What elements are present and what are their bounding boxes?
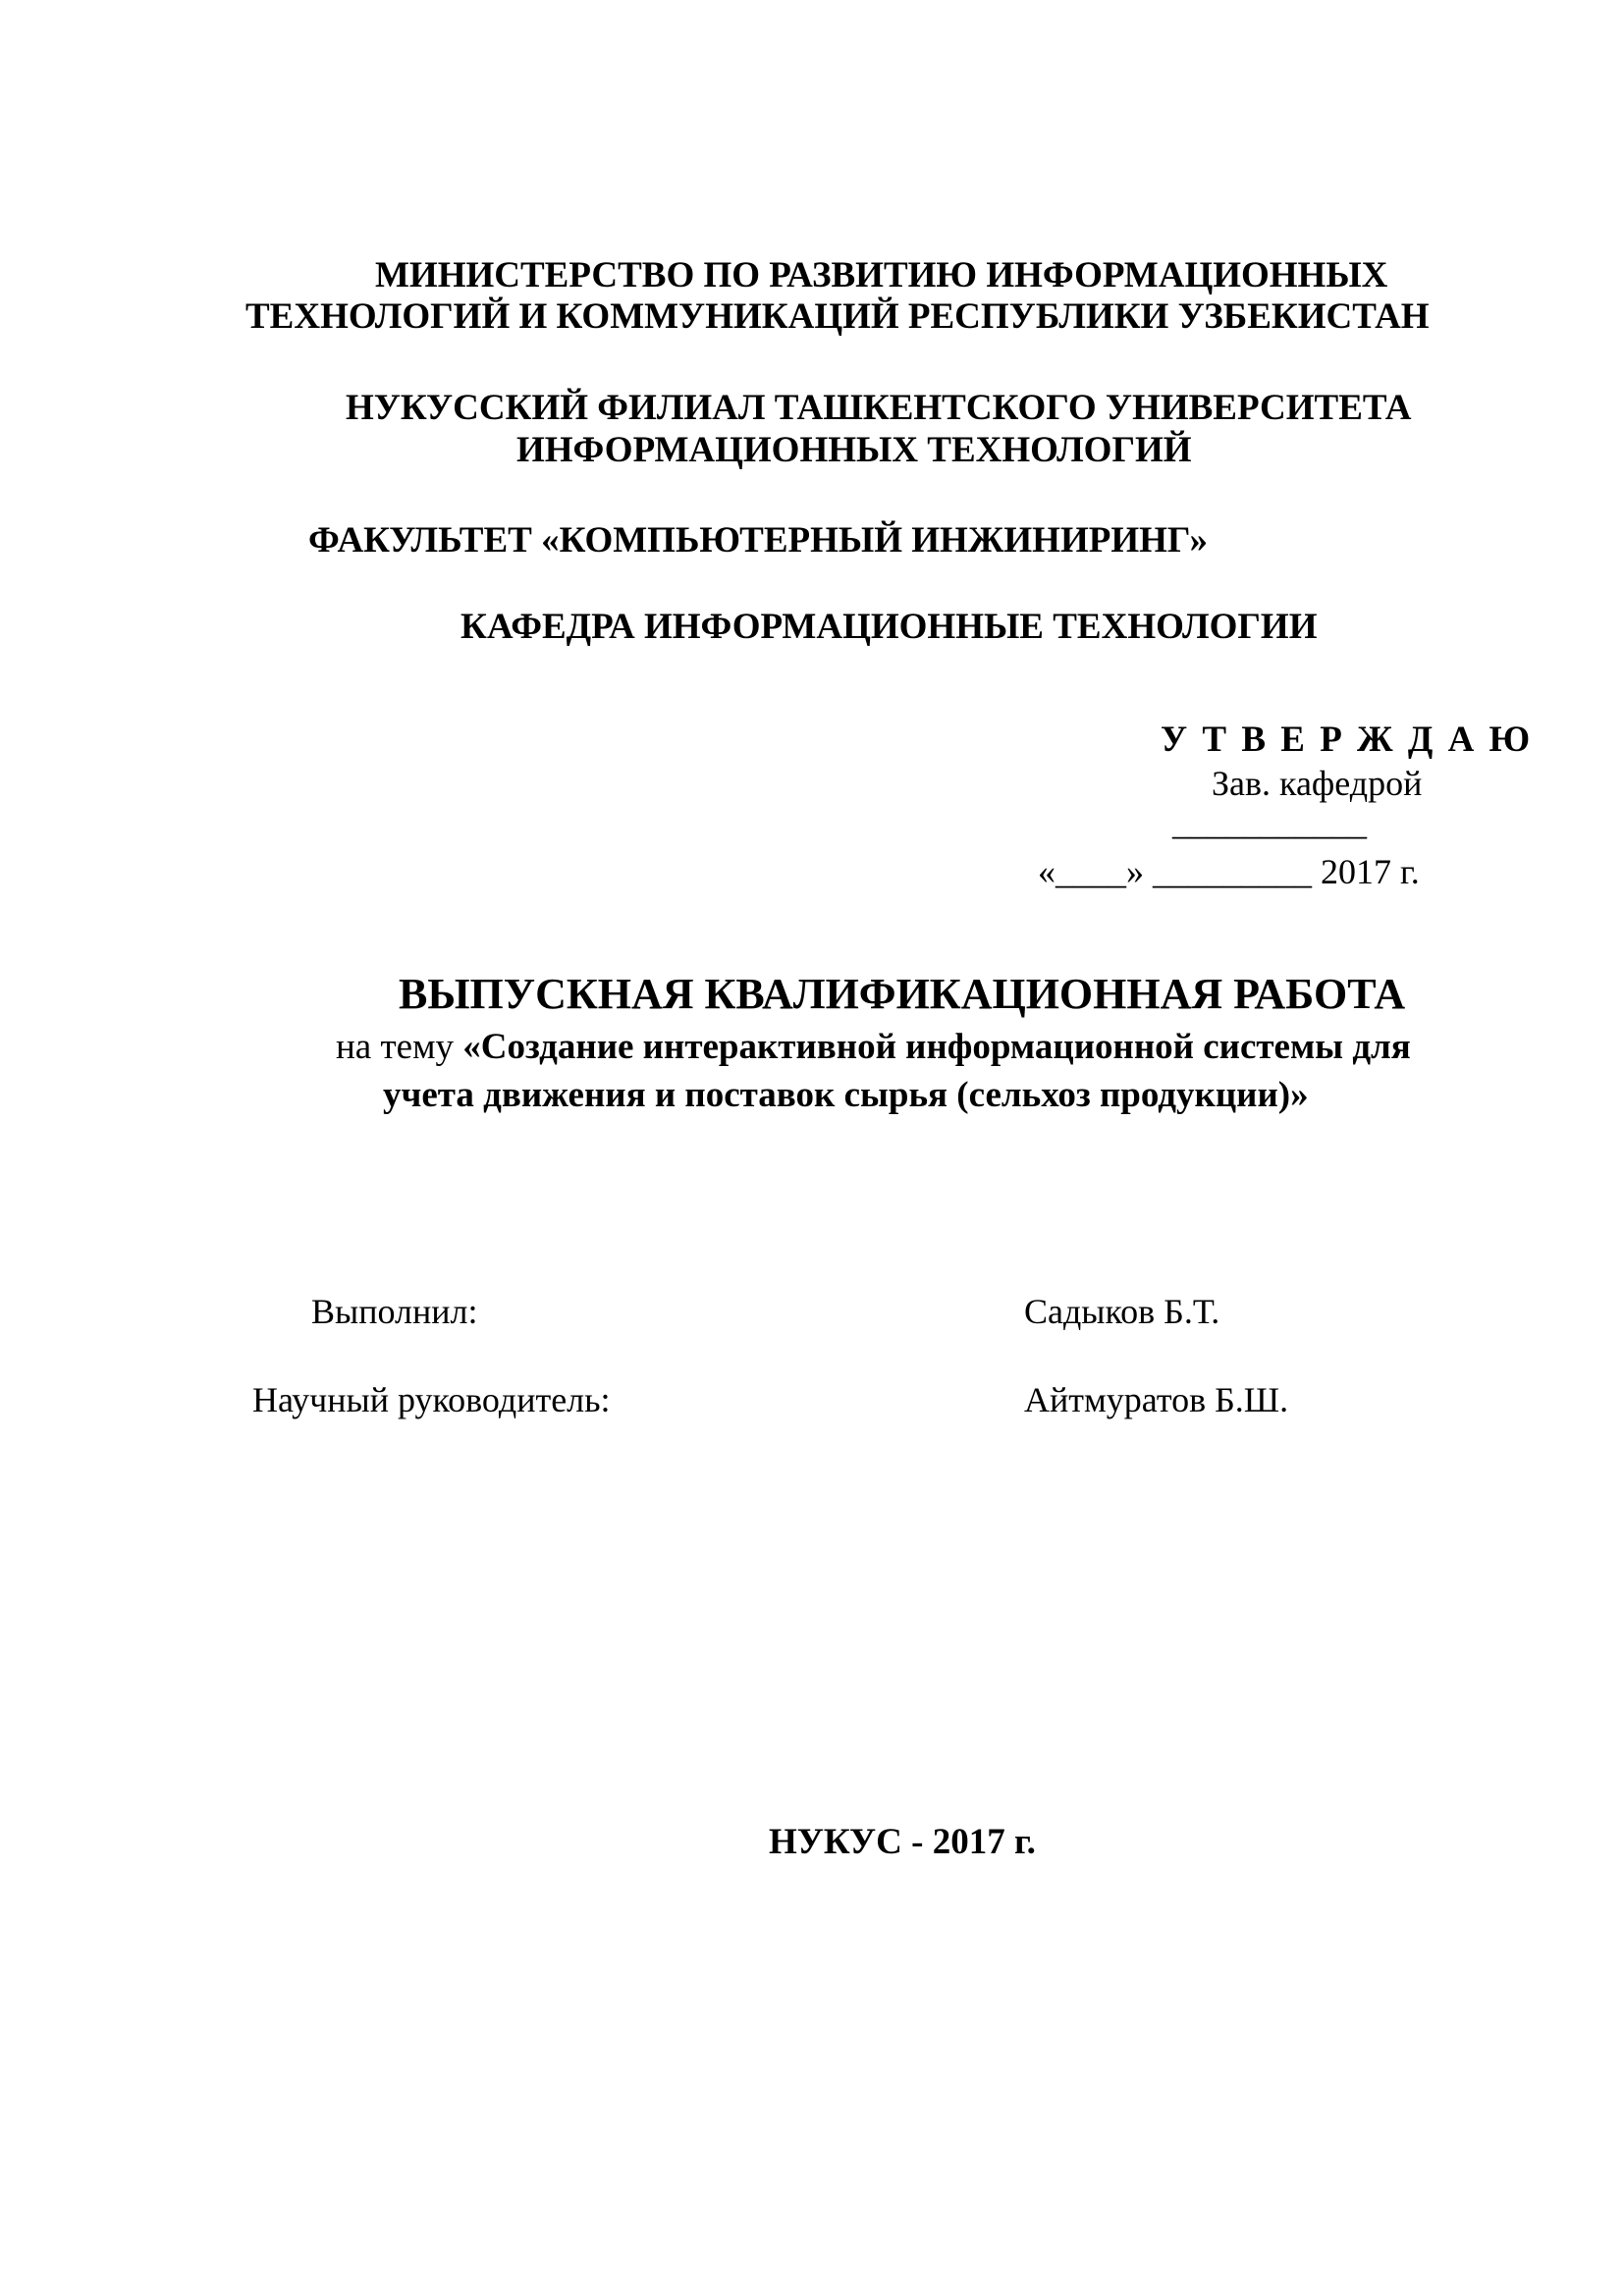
branch-title-line-1: НУКУССКИЙ ФИЛИАЛ ТАШКЕНТСКОГО УНИВЕРСИТЕТА (346, 388, 1412, 428)
ministry-title-line-2: ТЕХНОЛОГИЙ И КОММУНИКАЦИЙ РЕСПУБЛИКИ УЗБЕКИСТАН (245, 296, 1430, 337)
work-type-title: ВЫПУСКНАЯ КВАЛИФИКАЦИОННАЯ РАБОТА (399, 970, 1406, 1018)
branch-title-line-2: ИНФОРМАЦИОННЫХ ТЕХНОЛОГИЙ (516, 430, 1192, 470)
approval-date-line: «____» _________ 2017 г. (1038, 852, 1420, 891)
faculty-title: ФАКУЛЬТЕТ «КОМПЬЮТЕРНЫЙ ИНЖИНИРИНГ» (308, 520, 1209, 561)
topic-line-1 (336, 1029, 1411, 1065)
topic-prefix: на тему (336, 1027, 463, 1067)
topic-text-1: «Создание интерактивной информационной системы для (462, 1027, 1411, 1067)
department-title: КАФЕДРА ИНФОРМАЦИОННЫЕ ТЕХНОЛОГИИ (460, 607, 1318, 647)
city-year: НУКУС - 2017 г. (769, 1822, 1036, 1862)
topic-line-2: учета движения и поставок сырья (сельхоз продукции)» (383, 1075, 1309, 1115)
ministry-title-line-1: МИНИСТЕРСТВО ПО РАЗВИТИЮ ИНФОРМАЦИОННЫХ (375, 255, 1388, 295)
supervisor-name: Айтмуратов Б.Ш. (1024, 1380, 1289, 1419)
supervisor-label: Научный руководитель: (252, 1380, 611, 1419)
author-name: Садыков Б.Т. (1024, 1292, 1220, 1331)
signature-line: ___________ (1172, 803, 1367, 842)
author-label: Выполнил: (311, 1292, 478, 1331)
approval-heading: У Т В Е Р Ж Д А Ю (1161, 720, 1534, 760)
head-of-department-label: Зав. кафедрой (1212, 764, 1423, 803)
